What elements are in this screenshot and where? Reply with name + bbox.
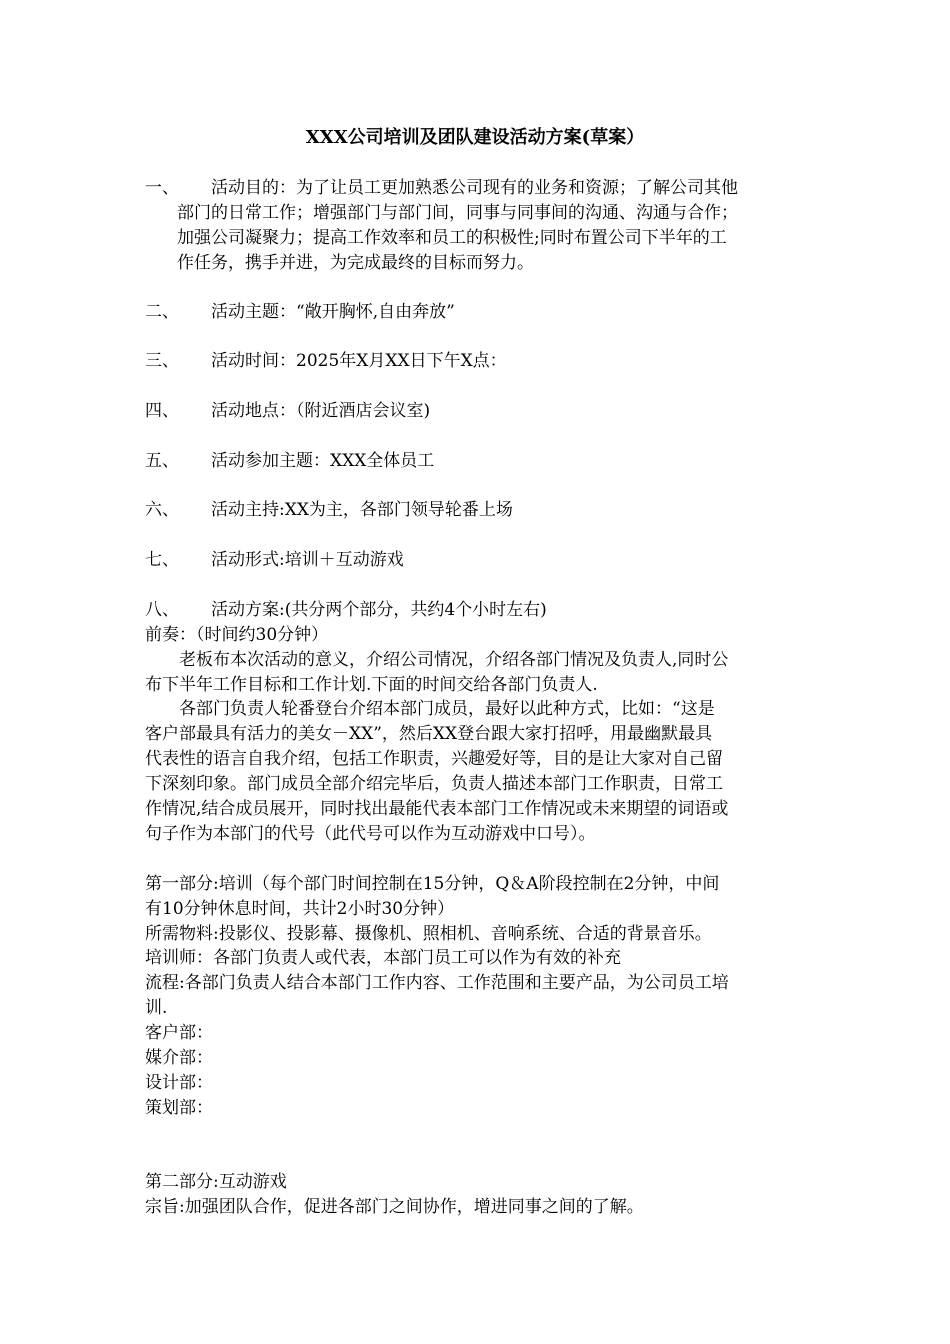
- section-heading: 活动主持:XX为主，各部门领导轮番上场: [211, 500, 513, 520]
- section-line: 作任务，携手并进，为完成最终的目标而努力。: [177, 253, 534, 273]
- section-number: 七、: [145, 550, 179, 570]
- paragraph-line: 各部门负责人轮番登台介绍本部门成员，最好以此种方式，比如：“这是: [145, 699, 715, 719]
- paragraph-line: 句子作为本部门的代号（此代号可以作为互动游戏中口号）。: [145, 824, 596, 844]
- paragraph-line: 老板布本次活动的意义，介绍公司情况，介绍各部门情况及负责人,同时公: [145, 650, 729, 670]
- section-heading: 活动方案:(共分两个部分，共约4个小时左右): [211, 600, 547, 620]
- section-line: 加强公司凝聚力；提高工作效率和员工的积极性;同时布置公司下半年的工: [177, 228, 727, 248]
- department-media: 媒介部：: [145, 1048, 213, 1068]
- department-planning: 策划部：: [145, 1098, 213, 1118]
- paragraph-line: 下深刻印象。部门成员全部介绍完毕后，负责人描述本部门工作职责，日常工: [145, 774, 723, 794]
- section-number: 五、: [145, 451, 179, 471]
- paragraph-line: 作情况,结合成员展开，同时找出最能代表本部门工作情况或未来期望的词语或: [145, 799, 729, 819]
- section-number: 二、: [145, 302, 179, 322]
- trainer-line: 培训师：各部门负责人或代表，本部门员工可以作为有效的补充: [145, 948, 621, 968]
- section-number: 四、: [145, 401, 179, 421]
- section-heading: 活动地点：（附近酒店会议室): [211, 401, 431, 421]
- section-number: 一、: [145, 178, 179, 198]
- section-heading: 活动参加主题：XXX全体员工: [211, 451, 435, 471]
- section-line: 部门的日常工作；增强部门与部门间，同事与同事间的沟通、沟通与合作；: [177, 203, 738, 223]
- section-number: 三、: [145, 351, 179, 371]
- paragraph-line: 代表性的语言自我介绍，包括工作职责，兴趣爱好等，目的是让大家对自己留: [145, 749, 723, 769]
- section-heading: 活动时间：2025年X月XX日下午X点：: [211, 351, 507, 371]
- purpose-line: 宗旨:加强团队合作，促进各部门之间协作，增进同事之间的了解。: [145, 1197, 644, 1217]
- part-two-heading: 第二部分:互动游戏: [145, 1172, 287, 1192]
- section-number: 六、: [145, 500, 179, 520]
- department-customer: 客户部：: [145, 1023, 213, 1043]
- department-design: 设计部：: [145, 1073, 213, 1093]
- paragraph-line: 有10分钟休息时间，共计2小时30分钟）: [145, 899, 455, 919]
- section-heading: 活动形式:培训＋互动游戏: [211, 550, 404, 570]
- materials-line: 所需物料:投影仪、投影幕、摄像机、照相机、音响系统、合适的背景音乐。: [145, 924, 712, 944]
- section-number: 八、: [145, 600, 179, 620]
- process-line: 流程:各部门负责人结合本部门工作内容、工作范围和主要产品，为公司员工培: [145, 973, 729, 993]
- paragraph-line: 布下半年工作目标和工作计划.下面的时间交给各部门负责人.: [145, 675, 598, 695]
- section-heading: 活动主题：“敞开胸怀,自由奔放”: [211, 302, 455, 322]
- paragraph-line: 客户部最具有活力的美女－XX”，然后XX登台跟大家打招呼，用最幽默最具: [145, 724, 713, 744]
- prelude-heading: 前奏：（时间约30分钟）: [145, 625, 329, 645]
- paragraph-line: 训.: [145, 998, 168, 1018]
- part-one-heading: 第一部分:培训（每个部门时间控制在15分钟，Q＆A阶段控制在2分钟，中间: [145, 874, 720, 894]
- document-title: XXX公司培训及团队建设活动方案(草案）: [305, 127, 645, 148]
- section-heading: 活动目的：为了让员工更加熟悉公司现有的业务和资源；了解公司其他: [211, 178, 738, 198]
